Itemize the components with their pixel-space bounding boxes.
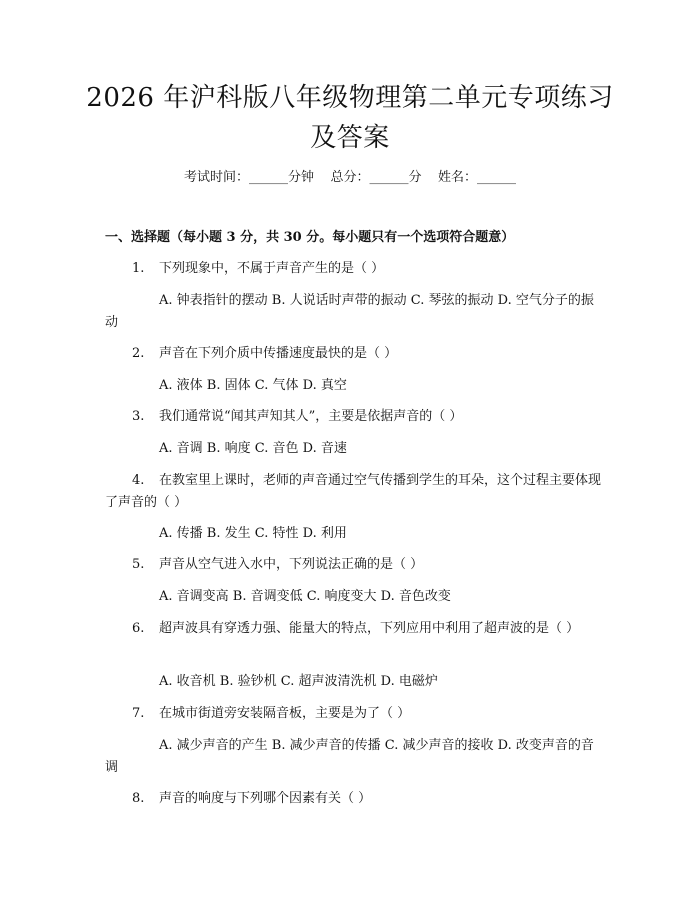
- question-number: 8.: [132, 791, 145, 806]
- question-number: 5.: [132, 557, 145, 572]
- question-number: 6.: [132, 621, 145, 636]
- question-text: 超声波具有穿透力强、能量大的特点，下列应用中利用了超声波的是（ ）: [159, 621, 580, 636]
- title-line-1: 2026 年沪科版八年级物理第二单元专项练习: [86, 83, 614, 113]
- question-number: 7.: [132, 706, 145, 721]
- title-line-2: 及答案: [310, 123, 390, 153]
- question-text: 声音从空气进入水中，下列说法正确的是（ ）: [159, 557, 424, 572]
- question-7-options: A. 减少声音的产生 B. 减少声音的传播 C. 减少声音的接收 D. 改变声音的音调: [105, 738, 594, 775]
- question-text: 在教室里上课时，老师的声音通过空气传播到学生的耳朵，这个过程主要体现了声音的（ ）: [105, 473, 602, 510]
- question-1: [132, 258, 602, 280]
- question-4: [105, 470, 602, 514]
- question-2: [132, 343, 602, 365]
- question-text: 在城市街道旁安装隔音板，主要是为了（ ）: [159, 706, 411, 721]
- question-5-options: A. 音调变高 B. 音调变低 C. 响度变大 D. 音色改变: [159, 589, 451, 604]
- exam-info-line: 考试时间：______分钟 总分：______分 姓名：______: [183, 170, 517, 185]
- section-heading: 一、选择题（每小题 3 分，共 30 分。每小题只有一个选项符合题意）: [105, 230, 515, 245]
- question-4-options: A. 传播 B. 发生 C. 特性 D. 利用: [159, 526, 347, 541]
- question-5: [132, 554, 602, 576]
- question-number: 1.: [132, 261, 145, 276]
- question-number: 3.: [132, 409, 145, 424]
- question-text: 下列现象中，不属于声音产生的是（ ）: [159, 261, 385, 276]
- question-6-options: A. 收音机 B. 验钞机 C. 超声波清洗机 D. 电磁炉: [159, 674, 438, 689]
- question-7: [132, 703, 602, 725]
- question-1-options: A. 钟表指针的摆动 B. 人说话时声带的振动 C. 琴弦的振动 D. 空气分子的振动: [105, 293, 594, 330]
- question-number: 4.: [132, 473, 145, 488]
- question-3-options: A. 音调 B. 响度 C. 音色 D. 音速: [159, 441, 347, 456]
- question-3: [132, 406, 602, 428]
- question-6: [105, 618, 602, 640]
- question-text: 声音的响度与下列哪个因素有关（ ）: [159, 791, 372, 806]
- question-text: 声音在下列介质中传播速度最快的是（ ）: [159, 346, 398, 361]
- question-text: 我们通常说“闻其声知其人”，主要是依据声音的（ ）: [159, 409, 463, 424]
- question-number: 2.: [132, 346, 145, 361]
- question-2-options: A. 液体 B. 固体 C. 气体 D. 真空: [159, 378, 347, 393]
- document-title: [60, 78, 640, 158]
- question-8: [132, 788, 602, 810]
